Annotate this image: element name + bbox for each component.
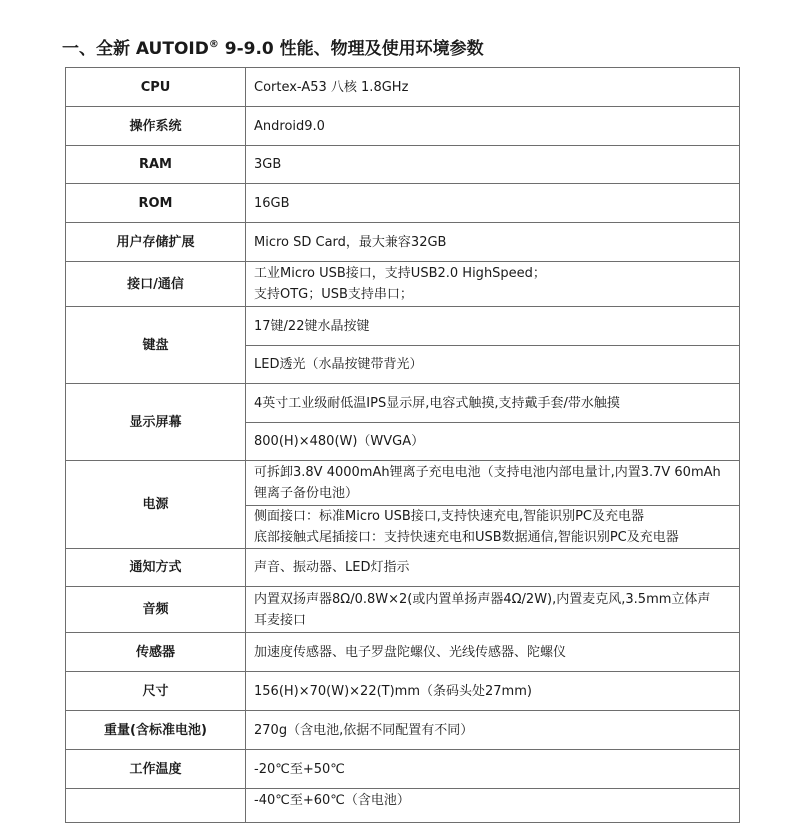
- row-value: 17键/22键水晶按键: [246, 307, 740, 346]
- row-label: [66, 789, 246, 823]
- value-line: 内置双扬声器8Ω/0.8W×2(或内置单扬声器4Ω/2W),内置麦克风,3.5mm立体声: [254, 591, 711, 607]
- row-label: 电源: [66, 461, 246, 549]
- heading-suffix: 9-9.0 性能、物理及使用环境参数: [218, 39, 484, 59]
- row-value: [246, 461, 740, 506]
- row-os: [66, 107, 740, 146]
- row-value: 4英寸工业级耐低温IPS显示屏,电容式触摸,支持戴手套/带水触摸: [246, 384, 740, 423]
- row-label: ROM: [66, 184, 246, 223]
- value-line: 底部接触式尾插接口：支持快速充电和USB数据通信,智能识别PC及充电器: [254, 530, 679, 545]
- registered-mark: ®: [208, 39, 219, 50]
- row-weight: [66, 711, 740, 750]
- row-value: -40℃至+60℃（含电池）: [246, 789, 740, 823]
- row-storage: [66, 223, 740, 262]
- row-value: Android9.0: [246, 107, 740, 146]
- row-value: [246, 262, 740, 307]
- row-value: [246, 506, 740, 549]
- row-operating-temp: [66, 750, 740, 789]
- row-ram: [66, 146, 740, 184]
- row-value: 800(H)×480(W)（WVGA）: [246, 423, 740, 461]
- row-label: 通知方式: [66, 549, 246, 587]
- row-display: [66, 384, 740, 423]
- value-line: 锂离子备份电池）: [254, 486, 359, 501]
- value-line: 耳麦接口: [254, 612, 307, 628]
- value-line: 支持OTG；USB支持串口；: [254, 287, 413, 302]
- row-value: 156(H)×70(W)×22(T)mm（条码头处27mm): [246, 672, 740, 711]
- row-value: 声音、振动器、LED灯指示: [246, 549, 740, 587]
- row-value: Micro SD Card，最大兼容32GB: [246, 223, 740, 262]
- spec-table: [65, 67, 740, 823]
- row-label: 音频: [66, 587, 246, 633]
- row-value: 16GB: [246, 184, 740, 223]
- row-audio: [66, 587, 740, 633]
- row-keyboard: [66, 307, 740, 346]
- row-storage-temp: [66, 789, 740, 823]
- row-label: CPU: [66, 68, 246, 107]
- section-heading: [62, 34, 484, 59]
- row-rom: [66, 184, 740, 223]
- row-label: 显示屏幕: [66, 384, 246, 461]
- row-label: 工作温度: [66, 750, 246, 789]
- row-power: [66, 461, 740, 506]
- row-label: 传感器: [66, 633, 246, 672]
- row-value: 加速度传感器、电子罗盘陀螺仪、光线传感器、陀螺仪: [246, 633, 740, 672]
- row-label: 重量(含标准电池): [66, 711, 246, 750]
- row-interface: [66, 262, 740, 307]
- row-value: LED透光（水晶按键带背光）: [246, 346, 740, 384]
- row-label: 接口/通信: [66, 262, 246, 307]
- row-value: [246, 587, 740, 633]
- row-label: RAM: [66, 146, 246, 184]
- row-dimensions: [66, 672, 740, 711]
- value-line: 工业Micro USB接口，支持USB2.0 HighSpeed；: [254, 266, 546, 281]
- row-notification: [66, 549, 740, 587]
- row-value: 270g（含电池,依据不同配置有不同）: [246, 711, 740, 750]
- row-value: -20℃至+50℃: [246, 750, 740, 789]
- row-cpu: [66, 68, 740, 107]
- value-line: 侧面接口：标准Micro USB接口,支持快速充电,智能识别PC及充电器: [254, 509, 644, 524]
- row-label: 操作系统: [66, 107, 246, 146]
- row-label: 键盘: [66, 307, 246, 384]
- heading-prefix: 一、全新 AUTOID: [62, 39, 209, 59]
- value-line: 可拆卸3.8V 4000mAh锂离子充电电池（支持电池内部电量计,内置3.7V 60mAh: [254, 465, 721, 480]
- row-label: 用户存储扩展: [66, 223, 246, 262]
- row-value: Cortex-A53 八核 1.8GHz: [246, 68, 740, 107]
- row-sensors: [66, 633, 740, 672]
- row-label: 尺寸: [66, 672, 246, 711]
- row-value: 3GB: [246, 146, 740, 184]
